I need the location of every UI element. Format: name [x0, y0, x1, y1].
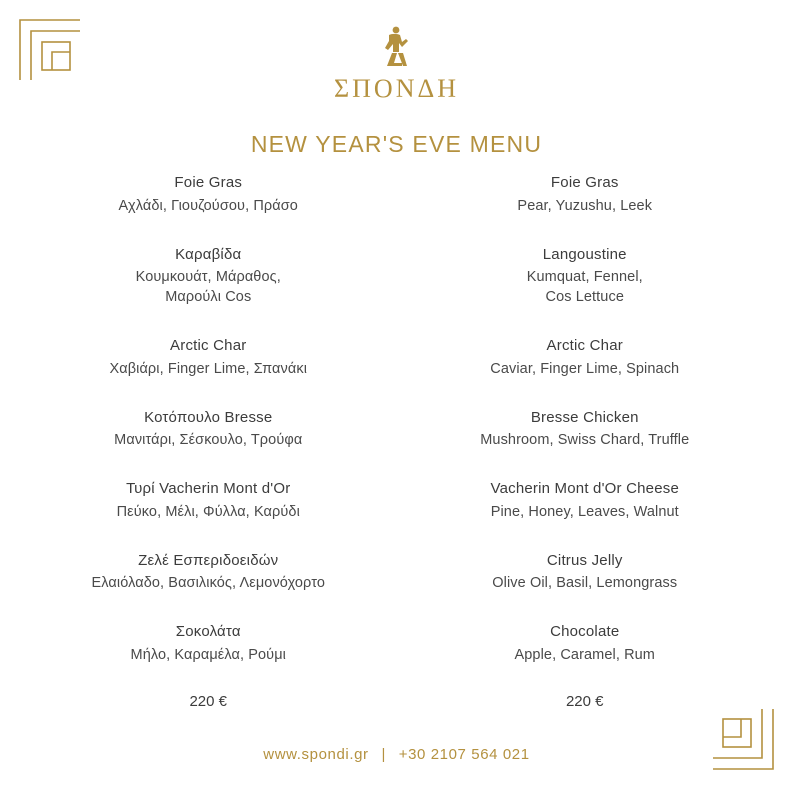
dish-ingredients — [411, 502, 760, 522]
menu-course-row — [20, 407, 773, 451]
dish-ingredients — [411, 196, 760, 216]
ingredient-line: Αχλάδι, Γιουζούσου, Πράσο — [118, 197, 298, 214]
dish-ingredients — [411, 645, 760, 665]
ingredient-line: Kumquat, Fennel, — [526, 269, 643, 285]
spondi-figure-icon — [375, 22, 419, 72]
ingredient-line: Apple, Caramel, Rum — [514, 646, 655, 663]
menu-item-right — [397, 407, 774, 451]
ingredient-line: Μήλο, Καραμέλα, Ρούμι — [130, 646, 286, 663]
page-title: NEW YEAR'S EVE MENU — [250, 131, 543, 157]
dish-name: Τυρί Vacherin Mont d'Or — [126, 480, 291, 497]
ingredient-line: Πεύκο, Μέλι, Φύλλα, Καρύδι — [116, 503, 300, 520]
menu-item-left — [20, 478, 397, 522]
menu-course-row — [20, 335, 773, 379]
dish-name: Κοτόπουλο Bresse — [144, 408, 273, 426]
menu-item-left — [20, 621, 397, 665]
ingredient-line: Χαβιάρι, Finger Lime, Σπανάκι — [109, 360, 308, 377]
brand-logo — [0, 22, 793, 104]
menu-item-left — [20, 407, 397, 451]
dish-name: Langoustine — [542, 245, 627, 263]
ingredient-line: Olive Oil, Basil, Lemongrass — [492, 575, 678, 591]
dish-ingredients — [34, 359, 383, 379]
menu-item-right — [397, 244, 774, 308]
dish-name: Ζελέ Εσπεριδοειδών — [138, 551, 279, 569]
menu-course-row — [20, 244, 773, 308]
dish-ingredients — [34, 645, 383, 665]
dish-ingredients — [34, 267, 383, 307]
menu-item-right — [397, 621, 774, 665]
menu-course-row — [20, 478, 773, 522]
ingredient-line: Pear, Yuzushu, Leek — [517, 197, 653, 214]
menu-item-right — [397, 478, 774, 522]
dish-ingredients — [34, 196, 383, 216]
menu-body — [20, 172, 773, 710]
menu-item-left — [20, 550, 397, 594]
dish-name: Chocolate — [550, 623, 620, 640]
dish-name: Σοκολάτα — [175, 623, 241, 640]
brand-name: ΣΠΟΝΔΗ — [334, 74, 459, 103]
footer-separator: | — [381, 746, 386, 763]
ingredient-line: Κουμκουάτ, Μάραθος, — [135, 269, 281, 285]
phone-number[interactable]: +30 2107 564 021 — [398, 746, 530, 763]
ingredient-line: Μανιτάρι, Σέσκουλο, Τρούφα — [114, 432, 303, 448]
dish-ingredients — [411, 573, 760, 593]
dish-name: Arctic Char — [546, 337, 623, 354]
menu-item-left — [20, 172, 397, 216]
ingredient-line: Caviar, Finger Lime, Spinach — [490, 360, 680, 377]
ingredient-line: Ελαιόλαδο, Βασιλικός, Λεμονόχορτο — [91, 575, 325, 591]
dish-ingredients — [411, 430, 760, 450]
dish-name: Bresse Chicken — [530, 408, 639, 426]
dish-name: Vacherin Mont d'Or Cheese — [490, 480, 679, 497]
price-left: 220 € — [189, 692, 228, 710]
menu-item-right — [397, 172, 774, 216]
ingredient-line: Cos Lettuce — [545, 289, 624, 305]
dish-ingredients — [411, 267, 760, 307]
menu-item-right — [397, 335, 774, 379]
dish-name: Citrus Jelly — [546, 551, 623, 569]
dish-name: Καραβίδα — [175, 245, 242, 263]
dish-name: Arctic Char — [170, 337, 247, 354]
price-row — [20, 693, 773, 710]
dish-name: Foie Gras — [174, 174, 243, 191]
menu-item-left — [20, 335, 397, 379]
footer-contact — [0, 746, 793, 763]
menu-course-row — [20, 172, 773, 216]
dish-ingredients — [34, 430, 383, 450]
menu-course-row — [20, 550, 773, 594]
menu-item-left — [20, 244, 397, 308]
website-link[interactable]: www.spondi.gr — [263, 746, 369, 763]
menu-course-row — [20, 621, 773, 665]
price-right: 220 € — [565, 692, 604, 710]
menu-item-right — [397, 550, 774, 594]
dish-ingredients — [34, 502, 383, 522]
dish-name: Foie Gras — [550, 174, 619, 191]
ingredient-line: Mushroom, Swiss Chard, Truffle — [480, 432, 690, 448]
ingredient-line: Pine, Honey, Leaves, Walnut — [490, 503, 679, 520]
dish-ingredients — [411, 359, 760, 379]
ingredient-line: Μαρούλι Cos — [165, 289, 252, 305]
dish-ingredients — [34, 573, 383, 593]
